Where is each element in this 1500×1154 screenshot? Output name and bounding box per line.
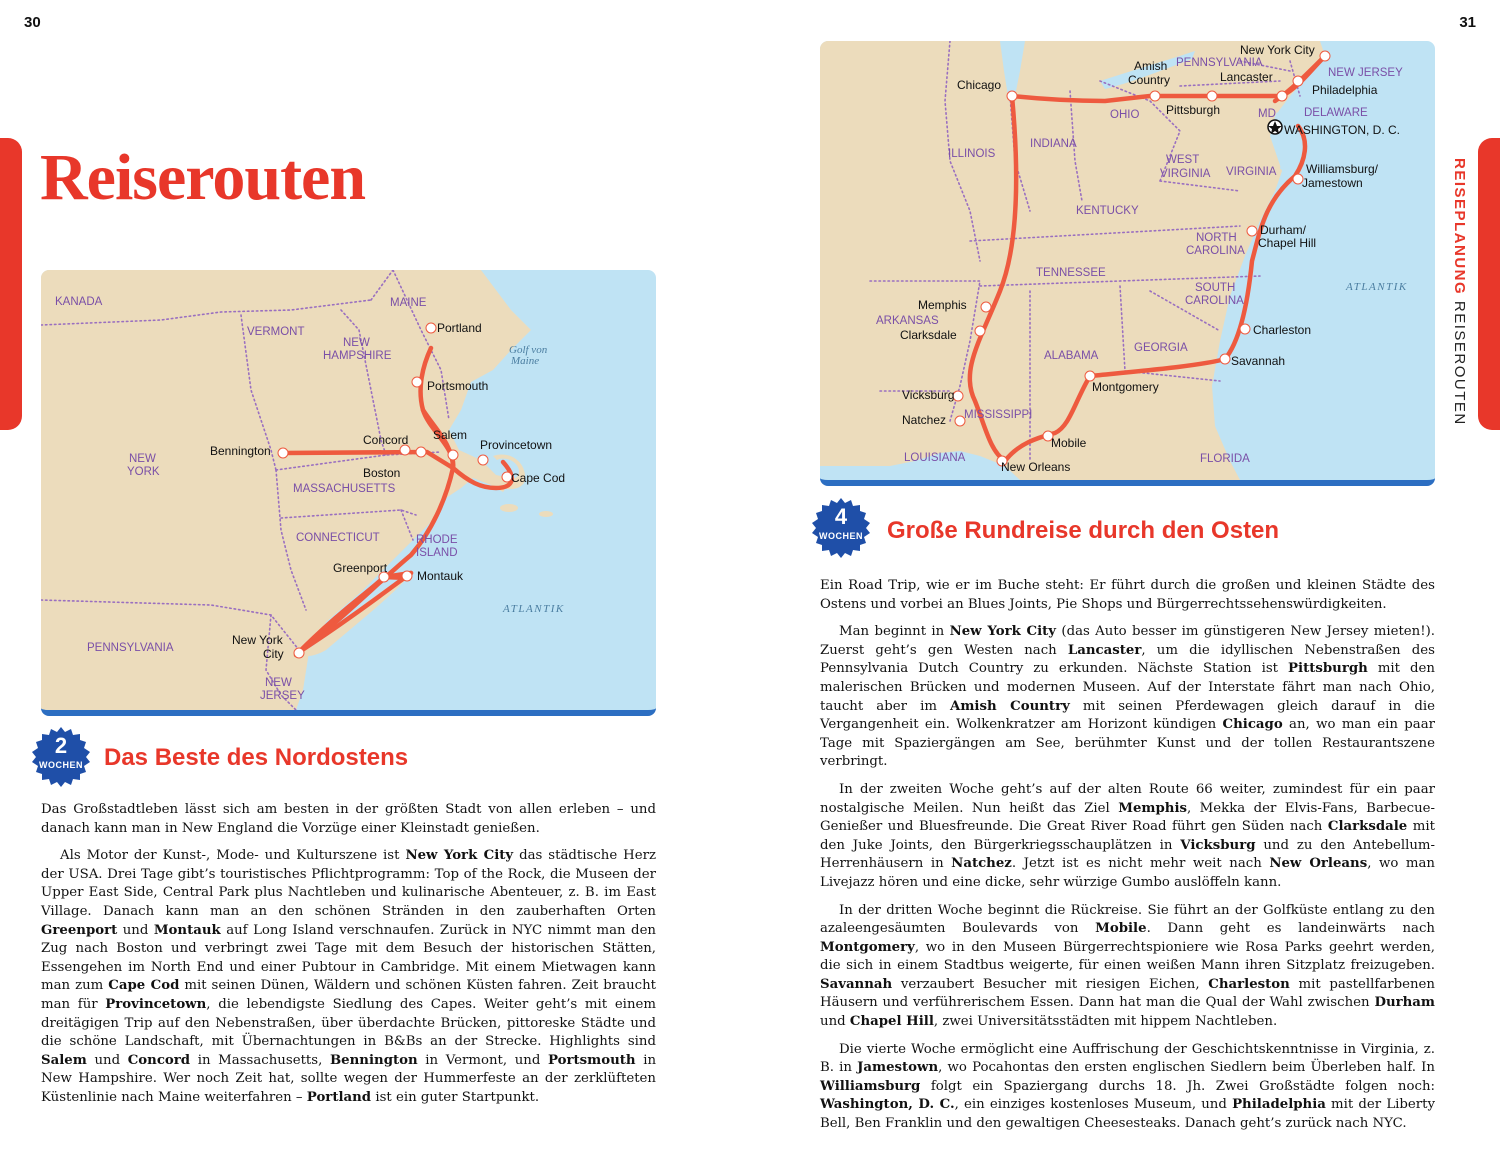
state-label: MD: [1258, 108, 1276, 120]
city-label: Williamsburg/: [1306, 162, 1379, 176]
water-label: ATLANTIK: [503, 603, 565, 615]
city-label: Savannah: [1231, 354, 1286, 368]
city-label: Concord: [363, 433, 409, 447]
state-label: ARKANSAS: [876, 315, 939, 327]
city-label: Boston: [363, 466, 401, 480]
highlight-place: Cape Cod: [108, 978, 180, 994]
duration-badge: [30, 726, 92, 788]
city-label: Montgomery: [1092, 380, 1159, 394]
badge-number: 4: [834, 504, 848, 529]
state-label: YORK: [127, 466, 160, 478]
highlight-place: Greenport: [41, 922, 118, 938]
state-label: ILLINOIS: [948, 148, 996, 160]
highlight-place: Chapel Hill: [849, 1014, 934, 1030]
page-number-left: 30: [24, 14, 41, 31]
city-label: Memphis: [918, 298, 967, 312]
highlight-place: Philadelphia: [1232, 1097, 1326, 1113]
paragraph: In der dritten Woche beginnt die Rückreise. Sie führt an der Golfküste entlang zu den azaleengesäumten Boulevards von Mobile. Dann geht es landeinwärts nach Montgomery, wo in den Museen Bürgerrechtspioniere wie Rosa Parks geehrt werden, die sich in einem Stadtbus weigerte, für einen weißen Mann ihren Sitzplatz freizugeben. Savannah verzaubert Besucher mit riesigen Eichen, Charleston mit pastellfarbenen Häusern und verführerischem Essen. Dann hat man die Qual der Wahl zwischen Durham und Chapel Hill, zwei Universitätsstädten mit hippem Nachtleben.: [820, 902, 1435, 1030]
state-label: GEORGIA: [1134, 342, 1188, 354]
highlight-place: Clarksdale: [1327, 819, 1408, 835]
highlight-place: Natchez: [951, 856, 1012, 872]
state-label: VIRGINIA: [1226, 166, 1277, 178]
section-body: [41, 801, 656, 1108]
state-label: ALABAMA: [1044, 350, 1099, 362]
city-label: Portsmouth: [427, 379, 489, 393]
city-label: Durham/: [1260, 223, 1307, 237]
highlight-place: Montgomery: [820, 939, 915, 955]
state-label: NEW: [343, 337, 370, 349]
map-east-tour: [820, 41, 1435, 486]
paragraph: Man beginnt in New York City (das Auto besser im günstigeren New Jersey mieten!). Zuerst geht’s gen Westen nach Lancaster, um die idyllischen Nebenstraßen des Pennsylvania Dutch Country zu erkunden. Nächste Station ist Pittsburgh mit den malerischen Brücken und modernen Museen. Auf der Interstate fährt man nach Ohio, taucht aber im Amish Country mit seinen Pferdewagen gleich darauf in die Vergangenheit ein. Wolkenkratzer am Horizont kündigen Chicago an, wo man ein paar Tage mit Spaziergängen am See, berühmter Kunst und der tollen Restaurantszene verbringt.: [820, 624, 1436, 770]
city-label: Montauk: [417, 569, 464, 583]
running-head: [1451, 158, 1468, 426]
state-label: KANADA: [55, 296, 103, 308]
highlight-place: Salem: [41, 1052, 87, 1068]
state-label: PENNSYLVANIA: [1176, 57, 1263, 69]
state-label: KENTUCKY: [1076, 205, 1139, 217]
paragraph: Als Motor der Kunst-, Mode- und Kulturszene ist New York City das städtische Herz der USA. Drei Tage gibt’s touristisches Pflichtprogramm: Top of the Rock, die Museen der Upper East Side, Central Park plus Nachtleben und kulinarische Abenteuer, z. B. im East Village. Danach kann man an den schönen Stränden in den zauberhaften Orten Greenport und Montauk auf Long Island verschnaufen. Zurück in NYC nimmt man den Zug nach Boston und verbringt zwei Tage mit dem Besuch der historischen Stätten, Essengehen im North End und einer Pubtour in Cambridge. Mit einem Mietwagen kann man zum Cape Cod mit seinen Dünen, Wäldern und schönen Küsten fahren. Zeit braucht man für Provincetown, die lebendigste Siedlung des Capes. Weiter geht’s mit einem dreitägigen Trip auf den Nebenstraßen, über überdachte Brücken, pittoreske Städte und die schöne Landschaft, mit Übernachtungen in B&Bs an der Strecke. Highlights sind Salem und Concord in Massachusetts, Bennington in Vermont, und Portsmouth in New Hampshire. Wer noch Zeit hat, sollte wegen der Hummerfeste an der zerklüfteten Küstenlinie nach Maine weiterfahren – Portland ist ein guter Startpunkt.: [41, 848, 657, 1105]
state-label: TENNESSEE: [1036, 267, 1106, 279]
highlight-place: Bennington: [329, 1052, 418, 1068]
state-label: VIRGINIA: [1160, 168, 1211, 180]
city-label: Natchez: [902, 413, 947, 427]
highlight-place: Montauk: [153, 922, 221, 938]
state-label: MISSISSIPPI: [964, 409, 1033, 421]
water-label: Golf von: [509, 344, 548, 356]
water-label: ATLANTIK: [1346, 281, 1408, 293]
paragraph: Das Großstadtleben lässt sich am besten in der größten Stadt von allen erleben – und danach kann man in New England die Vorzüge einer Kleinstadt genießen.: [41, 802, 656, 836]
highlight-place: Memphis: [1118, 800, 1188, 816]
state-label: FLORIDA: [1200, 453, 1250, 465]
section-heading: Das Beste des Nordostens: [104, 744, 409, 771]
badge-label: WOCHEN: [39, 760, 83, 770]
page-number-right: 31: [1459, 14, 1476, 31]
city-label: City: [263, 647, 284, 661]
city-label: Portland: [437, 321, 482, 335]
state-label: INDIANA: [1030, 138, 1077, 150]
chapter-tab-left: [0, 138, 22, 430]
city-label: Clarksdale: [900, 328, 957, 342]
city-label: Greenport: [333, 561, 388, 575]
state-label: NEW: [129, 453, 156, 465]
city-label: Pittsburgh: [1166, 103, 1221, 117]
state-label: JERSEY: [260, 690, 305, 702]
map-northeast: [41, 270, 656, 716]
highlight-place: Washington, D. C.: [820, 1097, 955, 1113]
state-label: CAROLINA: [1186, 245, 1245, 257]
city-label: Mobile: [1051, 436, 1087, 450]
state-label: VERMONT: [247, 326, 305, 338]
duration-badge: [810, 497, 872, 559]
state-label: PENNSYLVANIA: [87, 642, 174, 654]
state-label: SOUTH: [1195, 282, 1236, 294]
page-title: Reiserouten: [40, 141, 366, 214]
state-label: NEW JERSEY: [1328, 67, 1403, 79]
state-label: HAMPSHIRE: [323, 350, 392, 362]
city-label: Vicksburg: [902, 388, 955, 402]
state-label: DELAWARE: [1304, 107, 1368, 119]
highlight-place: Vicksburg: [1180, 837, 1256, 853]
paragraph: In der zweiten Woche geht’s auf der alten Route 66 weiter, zumindest für ein paar nostalgische Meilen. Nun heißt das Ziel Memphis, Mekka der Elvis-Fans, Barbecue-Genießer und Bluesfreunde. Die Great River Road führt gen Süden nach Clarksdale mit den Juke Joints, den Bürgerkriegsschauplätzen in Vicksburg und zu den Antebellum-Herrenhäusern in Natchez. Jetzt ist es nicht mehr weit nach New Orleans, wo man Livejazz hören und eine dicke, sehr würzige Gumbo auslöffeln kann.: [820, 781, 1435, 890]
city-label: Cape Cod: [511, 471, 566, 485]
badge-number: 2: [54, 733, 68, 758]
state-label: MAINE: [390, 297, 427, 309]
city-label: Chapel Hill: [1258, 236, 1317, 250]
running-head-section: REISEROUTEN: [1451, 300, 1468, 426]
city-label: Amish: [1134, 59, 1168, 73]
chapter-tab-right: [1478, 138, 1500, 430]
highlight-place: Lancaster: [1067, 642, 1142, 658]
state-label: CAROLINA: [1185, 295, 1244, 307]
highlight-place: Durham: [1374, 995, 1435, 1011]
highlight-place: Portsmouth: [548, 1052, 636, 1068]
state-label: OHIO: [1110, 109, 1140, 121]
highlight-place: Chicago: [1222, 717, 1283, 733]
city-label: Provincetown: [480, 438, 553, 452]
city-label: New York: [232, 633, 283, 647]
highlight-place: Mobile: [1095, 921, 1147, 937]
highlight-place: New York City: [949, 624, 1057, 640]
city-label: Salem: [433, 428, 468, 442]
water-label: Maine: [511, 355, 540, 367]
highlight-place: Portland: [306, 1089, 372, 1105]
highlight-place: Concord: [127, 1052, 191, 1068]
city-label: Jamestown: [1302, 176, 1363, 190]
city-label: Bennington: [210, 444, 271, 458]
running-head-chapter: REISEPLANUNG: [1451, 158, 1468, 296]
highlight-place: Provincetown: [105, 996, 207, 1012]
state-label: ISLAND: [416, 547, 458, 559]
city-label: Philadelphia: [1312, 83, 1378, 97]
city-label: Country: [1128, 73, 1171, 87]
city-label: Lancaster: [1220, 70, 1273, 84]
highlight-place: Charleston: [1208, 976, 1290, 992]
city-label: New York City: [1240, 43, 1315, 57]
highlight-place: Savannah: [820, 976, 893, 992]
state-label: RHODE: [416, 534, 458, 546]
city-label: WASHINGTON, D. C.: [1284, 123, 1401, 137]
highlight-place: New York City: [405, 848, 514, 864]
highlight-place: Amish Country: [950, 698, 1070, 714]
badge-label: WOCHEN: [819, 531, 863, 541]
city-label: New Orleans: [1001, 460, 1071, 474]
state-label: LOUISIANA: [904, 452, 966, 464]
paragraph: Ein Road Trip, wie er im Buche steht: Er führt durch die großen und kleinen Städte des Ostens und vorbei an Blues Joints, Pie Shops und Bürgerrechtssehenswürdigkeiten.: [820, 578, 1435, 612]
paragraph: Die vierte Woche ermöglicht eine Auffrischung der Geschichtskenntnisse in Virginia, z. B. in Jamestown, wo Pocahontas den ersten englischen Siedlern beim Überleben half. In Williamsburg folgt ein Spaziergang durchs 18. Jh. Zwei Großstädte folgen noch: Washington, D. C., ein einziges kostenloses Museum, und Philadelphia mit der Liberty Bell, Ben Franklin und den gewaltigen Cheesesteaks. Danach geht’s zurück nach NYC.: [820, 1041, 1435, 1132]
section-body: [820, 577, 1435, 1134]
washington-star-icon: [1268, 120, 1282, 134]
city-label: Chicago: [957, 78, 1002, 92]
city-label: Charleston: [1253, 323, 1312, 337]
highlight-place: New Orleans: [1269, 856, 1368, 872]
state-label: NORTH: [1196, 232, 1237, 244]
highlight-place: Jamestown: [857, 1060, 939, 1076]
section-heading: Große Rundreise durch den Osten: [887, 517, 1280, 544]
state-label: CONNECTICUT: [296, 532, 380, 544]
state-label: MASSACHUSETTS: [293, 483, 396, 495]
state-label: NEW: [265, 677, 292, 689]
highlight-place: Williamsburg: [820, 1078, 921, 1094]
highlight-place: Pittsburgh: [1288, 661, 1368, 677]
state-label: WEST: [1166, 154, 1200, 166]
